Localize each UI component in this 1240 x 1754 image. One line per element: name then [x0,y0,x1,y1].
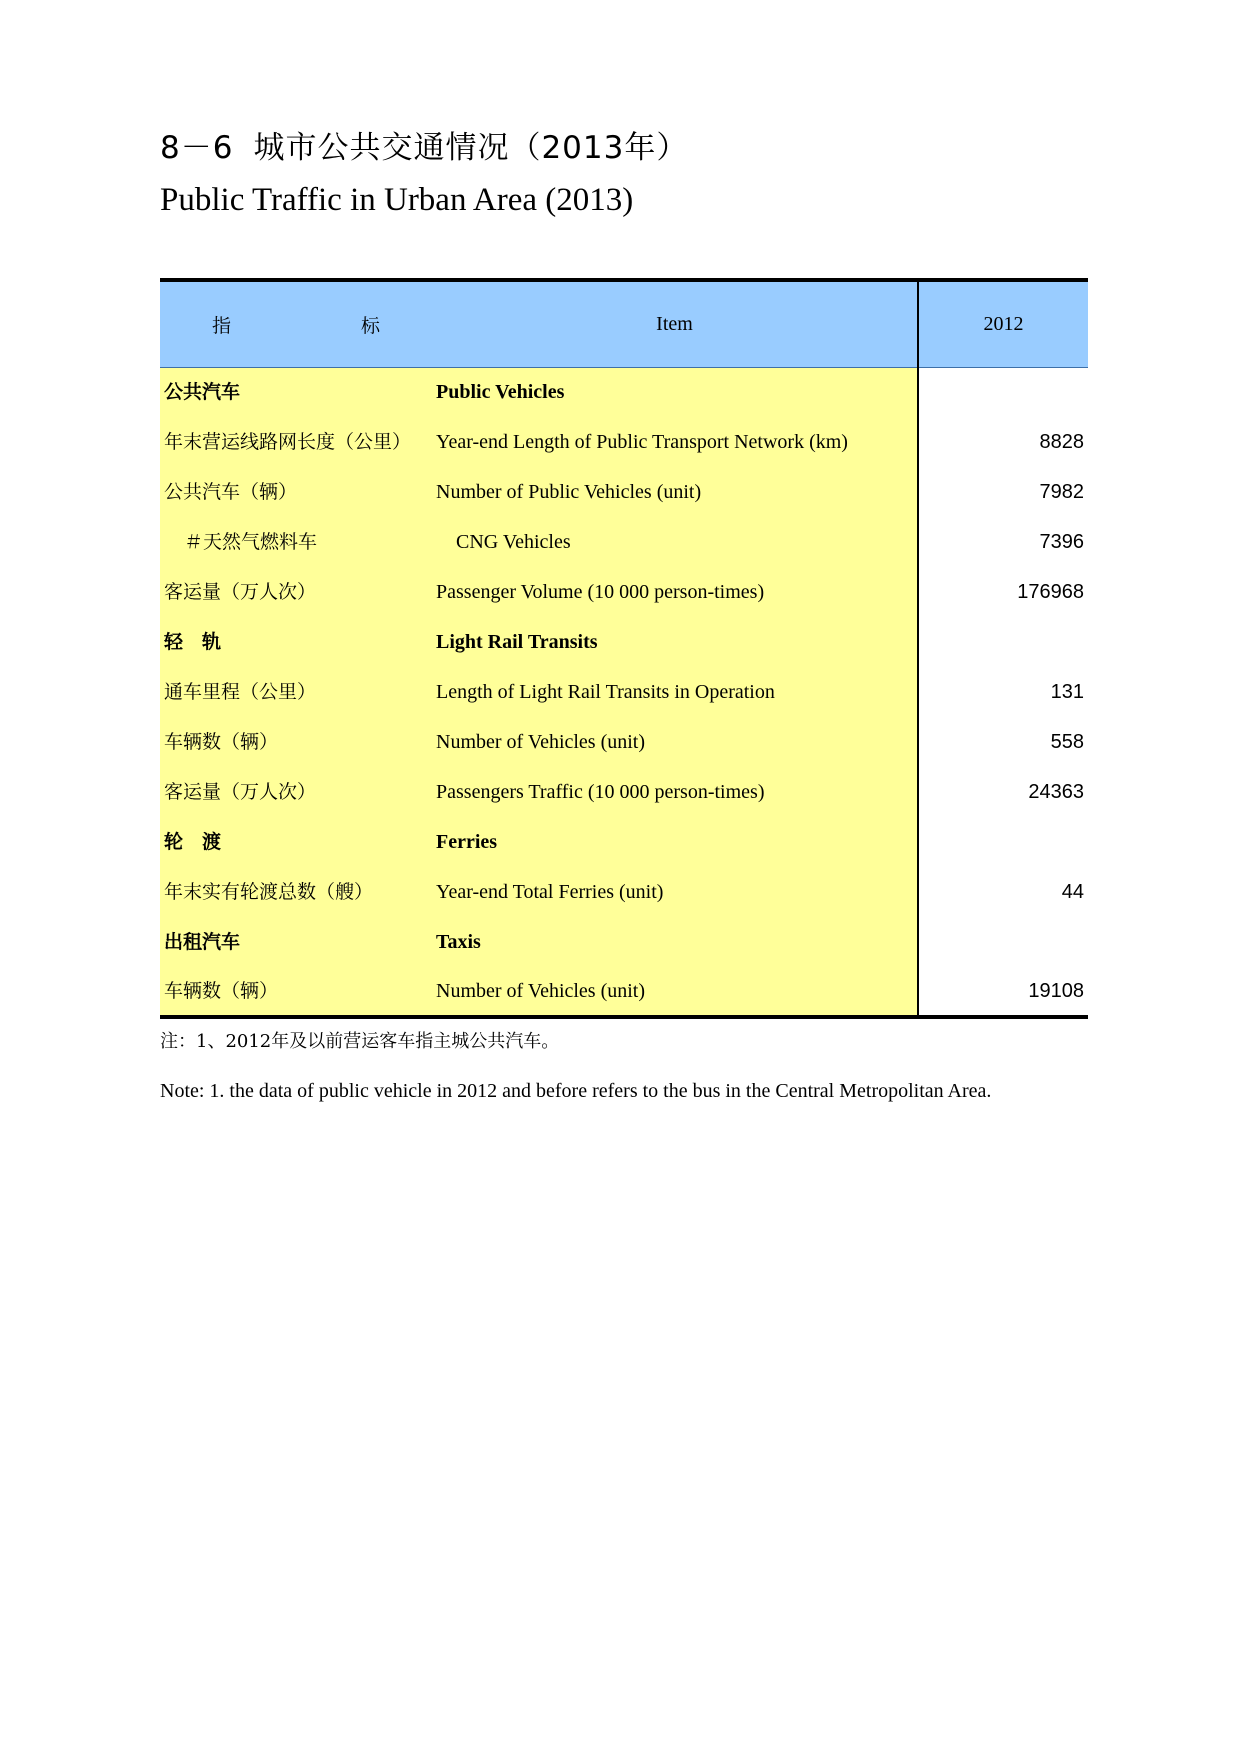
cell-cn: 年末实有轮渡总数（艘） [160,867,432,917]
cell-en: Public Vehicles [432,367,918,417]
table-row [160,517,1088,567]
cell-cn: 年末营运线路网长度（公里） [160,417,432,467]
document-page [160,128,1100,1102]
notes [160,1030,1160,1104]
cell-en: Light Rail Transits [432,617,918,667]
table-title-cn [160,128,1100,168]
note-cn: 注：1、2012年及以前营运客车指主城公共汽车。 [160,1031,560,1052]
table-row [160,967,1088,1017]
table-row [160,667,1088,717]
table-row [160,717,1088,767]
cell-cn: 客运量（万人次） [160,567,432,617]
cell-cn: 公共汽车（辆） [160,467,432,517]
cell-cn: 车辆数（辆） [160,967,432,1017]
cell-value: 24363 [918,767,1088,817]
cell-cn: 轮 渡 [160,817,432,867]
cell-value: 44 [918,867,1088,917]
cell-value: 558 [918,717,1088,767]
cell-en: Passengers Traffic (10 000 person-times) [432,767,918,817]
cell-en: CNG Vehicles [432,517,918,567]
cell-en: Length of Light Rail Transits in Operation [432,667,918,717]
cell-value: 19108 [918,967,1088,1017]
cell-value [918,617,1088,667]
table-row [160,867,1088,917]
section-row [160,817,1088,867]
cell-en: Year-end Total Ferries (unit) [432,867,918,917]
header-item: Item [432,280,918,367]
cell-cn: 出租汽车 [160,917,432,967]
cell-en: Ferries [432,817,918,867]
note-en: Note: 1. the data of public vehicle in 2012 and before refers to the bus in the Central Metropolitan Area. [160,1080,992,1102]
table-title-en: Public Traffic in Urban Area (2013) [160,182,634,218]
cell-en: Passenger Volume (10 000 person-times) [432,567,918,617]
table-row [160,767,1088,817]
cell-cn: 公共汽车 [160,367,432,417]
cell-value: 7982 [918,467,1088,517]
cell-value: 8828 [918,417,1088,467]
public-traffic-table [160,278,1088,1019]
table-title-cn-text: 城市公共交通情况（2013年） [253,130,689,166]
section-row [160,617,1088,667]
table-row [160,417,1088,467]
section-row [160,917,1088,967]
cell-value [918,917,1088,967]
table-body [160,367,1088,1017]
cell-cn: 客运量（万人次） [160,767,432,817]
cell-value [918,817,1088,867]
cell-en: Number of Vehicles (unit) [432,967,918,1017]
cell-value: 176968 [918,567,1088,617]
table-number: 8－6 [160,130,234,166]
cell-cn: 车辆数（辆） [160,717,432,767]
cell-en: Number of Vehicles (unit) [432,717,918,767]
header-year: 2012 [918,280,1088,367]
cell-en: Taxis [432,917,918,967]
cell-value [918,367,1088,417]
section-row [160,367,1088,417]
header-indicator: 指 标 [160,280,432,367]
cell-cn: ＃天然气燃料车 [160,517,432,567]
cell-cn: 轻 轨 [160,617,432,667]
cell-en: Year-end Length of Public Transport Network (km) [432,417,918,467]
table-row [160,467,1088,517]
cell-value: 131 [918,667,1088,717]
table-row [160,567,1088,617]
cell-cn: 通车里程（公里） [160,667,432,717]
table-header-row [160,280,1088,367]
cell-value: 7396 [918,517,1088,567]
cell-en: Number of Public Vehicles (unit) [432,467,918,517]
